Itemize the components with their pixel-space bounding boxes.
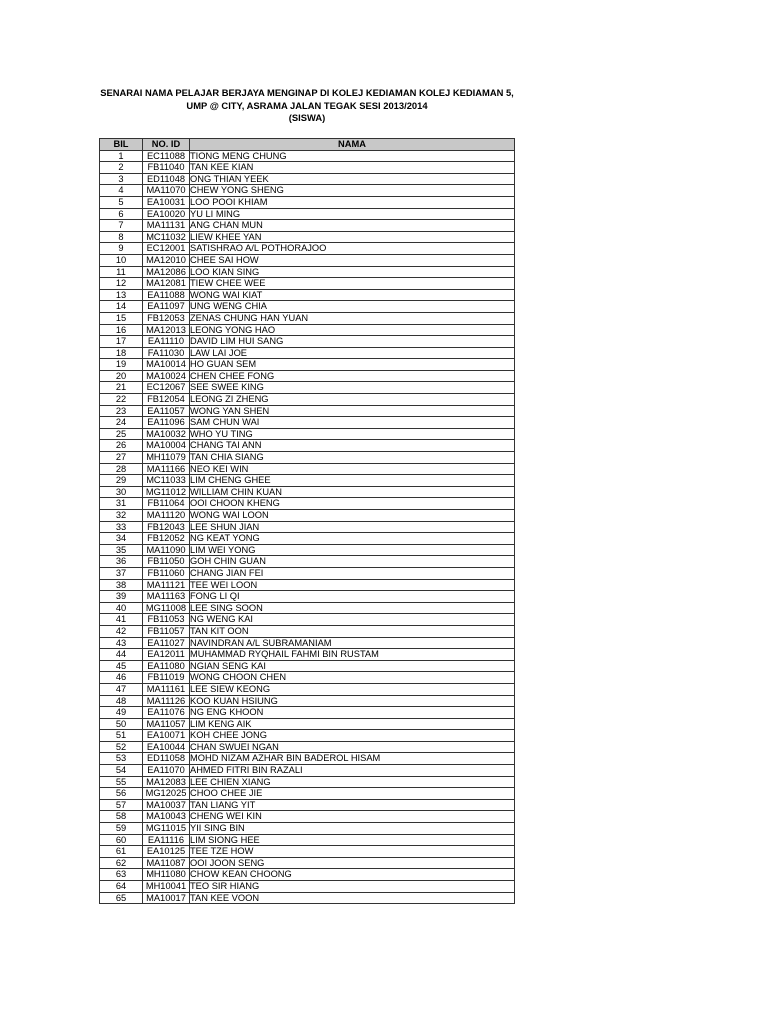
row-number: 38 — [100, 579, 143, 591]
table-row — [100, 846, 515, 858]
row-number: 50 — [100, 718, 143, 730]
row-number: 35 — [100, 544, 143, 556]
student-name: KOO KUAN HSIUNG — [190, 695, 515, 707]
table-row — [100, 567, 515, 579]
student-name: SAM CHUN WAI — [190, 417, 515, 429]
table-row — [100, 707, 515, 719]
student-id: FB12053 — [143, 312, 190, 324]
table-row — [100, 544, 515, 556]
row-number: 22 — [100, 394, 143, 406]
student-name: ONG THIAN YEEK — [190, 173, 515, 185]
row-number: 18 — [100, 347, 143, 359]
student-name: TIEW CHEE WEE — [190, 278, 515, 290]
title-line-2: UMP @ CITY, ASRAMA JALAN TEGAK SESI 2013/2014 — [186, 99, 428, 111]
student-id: MA11126 — [143, 695, 190, 707]
student-name: CHEE SAI HOW — [190, 254, 515, 266]
column-header-bil: BIL — [100, 139, 143, 151]
row-number: 4 — [100, 185, 143, 197]
table-row — [100, 892, 515, 904]
student-name: NGIAN SENG KAI — [190, 660, 515, 672]
table-row — [100, 672, 515, 684]
student-name: TAN KEE KIAN — [190, 162, 515, 174]
table-row — [100, 394, 515, 406]
student-id: MC11033 — [143, 475, 190, 487]
student-id: MH10041 — [143, 881, 190, 893]
student-id: MA11090 — [143, 544, 190, 556]
student-name: NG KEAT YONG — [190, 533, 515, 545]
student-id: EA10031 — [143, 196, 190, 208]
student-name: TEO SIR HIANG — [190, 881, 515, 893]
student-id: MH11079 — [143, 452, 190, 464]
student-id: FB11060 — [143, 567, 190, 579]
row-number: 61 — [100, 846, 143, 858]
student-name: CHEW YONG SHENG — [190, 185, 515, 197]
table-row — [100, 753, 515, 765]
row-number: 33 — [100, 521, 143, 533]
row-number: 54 — [100, 765, 143, 777]
student-id: FB11057 — [143, 625, 190, 637]
row-number: 12 — [100, 278, 143, 290]
student-id: MA11087 — [143, 857, 190, 869]
table-row — [100, 150, 515, 162]
table-row — [100, 370, 515, 382]
student-name: FONG LI QI — [190, 591, 515, 603]
row-number: 42 — [100, 625, 143, 637]
student-name: WONG WAI LOON — [190, 510, 515, 522]
row-number: 59 — [100, 823, 143, 835]
student-name: ZENAS CHUNG HAN YUAN — [190, 312, 515, 324]
row-number: 19 — [100, 359, 143, 371]
table-row — [100, 521, 515, 533]
student-id: FB11064 — [143, 498, 190, 510]
student-id: EA10071 — [143, 730, 190, 742]
row-number: 39 — [100, 591, 143, 603]
table-row — [100, 857, 515, 869]
table-row — [100, 162, 515, 174]
table-row — [100, 695, 515, 707]
table-row — [100, 556, 515, 568]
table-row — [100, 347, 515, 359]
row-number: 6 — [100, 208, 143, 220]
table-row — [100, 683, 515, 695]
student-name: YU LI MING — [190, 208, 515, 220]
student-name: CHAN SWUEI NGAN — [190, 741, 515, 753]
student-id: MA10043 — [143, 811, 190, 823]
student-id: EC11088 — [143, 150, 190, 162]
student-name: LEE CHIEN XIANG — [190, 776, 515, 788]
student-id: MA10017 — [143, 892, 190, 904]
table-row — [100, 336, 515, 348]
row-number: 63 — [100, 869, 143, 881]
table-row — [100, 823, 515, 835]
student-id: FB12052 — [143, 533, 190, 545]
table-row — [100, 173, 515, 185]
table-row — [100, 185, 515, 197]
student-name: KOH CHEE JONG — [190, 730, 515, 742]
table-row — [100, 533, 515, 545]
row-number: 2 — [100, 162, 143, 174]
row-number: 44 — [100, 649, 143, 661]
row-number: 49 — [100, 707, 143, 719]
table-row — [100, 591, 515, 603]
row-number: 27 — [100, 452, 143, 464]
table-row — [100, 428, 515, 440]
student-id: MA11057 — [143, 718, 190, 730]
row-number: 11 — [100, 266, 143, 278]
table-row — [100, 741, 515, 753]
row-number: 37 — [100, 567, 143, 579]
row-number: 46 — [100, 672, 143, 684]
student-name: LIM SIONG HEE — [190, 834, 515, 846]
row-number: 20 — [100, 370, 143, 382]
student-name: OOI JOON SENG — [190, 857, 515, 869]
row-number: 24 — [100, 417, 143, 429]
row-number: 48 — [100, 695, 143, 707]
student-id: EA10044 — [143, 741, 190, 753]
table-row — [100, 579, 515, 591]
table-row — [100, 602, 515, 614]
row-number: 23 — [100, 405, 143, 417]
student-id: MH11080 — [143, 869, 190, 881]
student-id: MA11161 — [143, 683, 190, 695]
student-id: EA11088 — [143, 289, 190, 301]
student-name: CHENG WEI KIN — [190, 811, 515, 823]
table-row — [100, 452, 515, 464]
row-number: 60 — [100, 834, 143, 846]
table-row — [100, 359, 515, 371]
table-row — [100, 417, 515, 429]
row-number: 26 — [100, 440, 143, 452]
row-number: 29 — [100, 475, 143, 487]
student-name: WONG YAN SHEN — [190, 405, 515, 417]
table-row — [100, 208, 515, 220]
student-id: EA11027 — [143, 637, 190, 649]
row-number: 65 — [100, 892, 143, 904]
student-id: EA12011 — [143, 649, 190, 661]
row-number: 10 — [100, 254, 143, 266]
row-number: 41 — [100, 614, 143, 626]
row-number: 13 — [100, 289, 143, 301]
table-row — [100, 649, 515, 661]
student-name: MUHAMMAD RYQHAIL FAHMI BIN RUSTAM — [190, 649, 515, 661]
table-row — [100, 625, 515, 637]
table-row — [100, 811, 515, 823]
student-id: MC11032 — [143, 231, 190, 243]
row-number: 25 — [100, 428, 143, 440]
student-name: AHMED FITRI BIN RAZALI — [190, 765, 515, 777]
row-number: 3 — [100, 173, 143, 185]
column-header-nama: NAMA — [190, 139, 515, 151]
student-id: ED11058 — [143, 753, 190, 765]
table-row — [100, 881, 515, 893]
student-name: CHEN CHEE FONG — [190, 370, 515, 382]
student-id: FB11019 — [143, 672, 190, 684]
student-name: ANG CHAN MUN — [190, 220, 515, 232]
table-row — [100, 776, 515, 788]
table-row — [100, 301, 515, 313]
student-name: WILLIAM CHIN KUAN — [190, 486, 515, 498]
student-id: MA11163 — [143, 591, 190, 603]
row-number: 43 — [100, 637, 143, 649]
table-row — [100, 486, 515, 498]
student-name: LOO POOI KHIAM — [190, 196, 515, 208]
student-id: MA10014 — [143, 359, 190, 371]
student-name: CHOO CHEE JIE — [190, 788, 515, 800]
student-name: SATISHRAO A/L POTHORAJOO — [190, 243, 515, 255]
table-row — [100, 312, 515, 324]
student-name: WONG CHOON CHEN — [190, 672, 515, 684]
student-name: YII SING BIN — [190, 823, 515, 835]
student-name: CHANG JIAN FEI — [190, 567, 515, 579]
row-number: 64 — [100, 881, 143, 893]
student-id: EA11097 — [143, 301, 190, 313]
student-id: EA10020 — [143, 208, 190, 220]
table-row — [100, 254, 515, 266]
student-id: ED11048 — [143, 173, 190, 185]
table-row — [100, 289, 515, 301]
table-row — [100, 220, 515, 232]
table-row — [100, 614, 515, 626]
row-number: 45 — [100, 660, 143, 672]
student-name: LEONG YONG HAO — [190, 324, 515, 336]
student-id: EA10125 — [143, 846, 190, 858]
student-name: LEE SHUN JIAN — [190, 521, 515, 533]
student-name: LIM WEI YONG — [190, 544, 515, 556]
table-row — [100, 660, 515, 672]
student-name: WHO YU TING — [190, 428, 515, 440]
student-name: OOI CHOON KHENG — [190, 498, 515, 510]
student-id: EA11116 — [143, 834, 190, 846]
student-id: MA11166 — [143, 463, 190, 475]
table-body — [100, 150, 515, 904]
row-number: 32 — [100, 510, 143, 522]
student-id: MA11070 — [143, 185, 190, 197]
table-row — [100, 440, 515, 452]
student-id: MA10037 — [143, 799, 190, 811]
row-number: 53 — [100, 753, 143, 765]
table-row — [100, 231, 515, 243]
row-number: 57 — [100, 799, 143, 811]
row-number: 8 — [100, 231, 143, 243]
row-number: 40 — [100, 602, 143, 614]
student-id: MG11012 — [143, 486, 190, 498]
table-row — [100, 324, 515, 336]
student-name: MOHD NIZAM AZHAR BIN BADEROL HISAM — [190, 753, 515, 765]
row-number: 7 — [100, 220, 143, 232]
student-name: CHOW KEAN CHOONG — [190, 869, 515, 881]
table-row — [100, 196, 515, 208]
row-number: 9 — [100, 243, 143, 255]
header-row — [100, 139, 515, 151]
row-number: 30 — [100, 486, 143, 498]
row-number: 55 — [100, 776, 143, 788]
row-number: 15 — [100, 312, 143, 324]
student-id: MA11131 — [143, 220, 190, 232]
student-id: EA11076 — [143, 707, 190, 719]
student-name: LIM CHENG GHEE — [190, 475, 515, 487]
student-name: CHANG TAI ANN — [190, 440, 515, 452]
student-id: EA11057 — [143, 405, 190, 417]
table-row — [100, 718, 515, 730]
student-name: TIONG MENG CHUNG — [190, 150, 515, 162]
student-table — [99, 138, 515, 904]
student-name: DAVID LIM HUI SANG — [190, 336, 515, 348]
student-name: LIM KENG AIK — [190, 718, 515, 730]
table-row — [100, 788, 515, 800]
student-id: FB11050 — [143, 556, 190, 568]
row-number: 62 — [100, 857, 143, 869]
row-number: 36 — [100, 556, 143, 568]
document-title — [0, 87, 614, 125]
student-name: NG WENG KAI — [190, 614, 515, 626]
student-id: FA11030 — [143, 347, 190, 359]
student-name: TAN KEE VOON — [190, 892, 515, 904]
student-name: SEE SWEE KING — [190, 382, 515, 394]
student-name: UNG WENG CHIA — [190, 301, 515, 313]
student-name: TAN LIANG YIT — [190, 799, 515, 811]
student-id: EC12067 — [143, 382, 190, 394]
student-id: FB12043 — [143, 521, 190, 533]
student-id: MG12025 — [143, 788, 190, 800]
row-number: 58 — [100, 811, 143, 823]
student-id: MA12083 — [143, 776, 190, 788]
student-name: NG ENG KHOON — [190, 707, 515, 719]
table-row — [100, 405, 515, 417]
table-row — [100, 730, 515, 742]
student-id: MA12086 — [143, 266, 190, 278]
student-id: FB11053 — [143, 614, 190, 626]
student-id: FB12054 — [143, 394, 190, 406]
student-id: MA11121 — [143, 579, 190, 591]
student-id: MA12010 — [143, 254, 190, 266]
student-id: EA11070 — [143, 765, 190, 777]
student-name: WONG WAI KIAT — [190, 289, 515, 301]
row-number: 14 — [100, 301, 143, 313]
table-row — [100, 799, 515, 811]
student-id: EA11080 — [143, 660, 190, 672]
student-name: LEE SING SOON — [190, 602, 515, 614]
student-id: MA12081 — [143, 278, 190, 290]
student-id: MG11015 — [143, 823, 190, 835]
student-name: GOH CHIN GUAN — [190, 556, 515, 568]
table-row — [100, 475, 515, 487]
table-row — [100, 278, 515, 290]
row-number: 31 — [100, 498, 143, 510]
row-number: 47 — [100, 683, 143, 695]
student-id: MA12013 — [143, 324, 190, 336]
student-id: EA11110 — [143, 336, 190, 348]
student-name: TAN CHIA SIANG — [190, 452, 515, 464]
student-name: LEE SIEW KEONG — [190, 683, 515, 695]
row-number: 51 — [100, 730, 143, 742]
table-row — [100, 765, 515, 777]
student-id: MA10004 — [143, 440, 190, 452]
student-id: MG11008 — [143, 602, 190, 614]
row-number: 34 — [100, 533, 143, 545]
table-row — [100, 463, 515, 475]
table-row — [100, 243, 515, 255]
student-name: TAN KIT OON — [190, 625, 515, 637]
table-row — [100, 266, 515, 278]
student-name: TEE TZE HOW — [190, 846, 515, 858]
student-id: MA11120 — [143, 510, 190, 522]
student-name: NEO KEI WIN — [190, 463, 515, 475]
student-id: EC12001 — [143, 243, 190, 255]
student-id: FB11040 — [143, 162, 190, 174]
row-number: 56 — [100, 788, 143, 800]
student-name: LIEW KHEE YAN — [190, 231, 515, 243]
row-number: 5 — [100, 196, 143, 208]
student-name: HO GUAN SEM — [190, 359, 515, 371]
row-number: 28 — [100, 463, 143, 475]
student-name: NAVINDRAN A/L SUBRAMANIAM — [190, 637, 515, 649]
row-number: 21 — [100, 382, 143, 394]
row-number: 17 — [100, 336, 143, 348]
row-number: 16 — [100, 324, 143, 336]
table-row — [100, 637, 515, 649]
student-name: LEONG ZI ZHENG — [190, 394, 515, 406]
student-id: MA10032 — [143, 428, 190, 440]
student-id: MA10024 — [143, 370, 190, 382]
column-header-id: NO. ID — [143, 139, 190, 151]
table-row — [100, 869, 515, 881]
student-name: TEE WEI LOON — [190, 579, 515, 591]
table-row — [100, 382, 515, 394]
student-name: LOO KIAN SING — [190, 266, 515, 278]
title-line-1: SENARAI NAMA PELAJAR BERJAYA MENGINAP DI KOLEJ KEDIAMAN KOLEJ KEDIAMAN 5, — [100, 87, 514, 98]
table-header — [100, 139, 515, 151]
table-row — [100, 834, 515, 846]
row-number: 1 — [100, 150, 143, 162]
table-row — [100, 510, 515, 522]
student-name: LAW LAI JOE — [190, 347, 515, 359]
row-number: 52 — [100, 741, 143, 753]
student-id: EA11096 — [143, 417, 190, 429]
title-line-3: (SISWA) — [288, 112, 326, 123]
table-row — [100, 498, 515, 510]
